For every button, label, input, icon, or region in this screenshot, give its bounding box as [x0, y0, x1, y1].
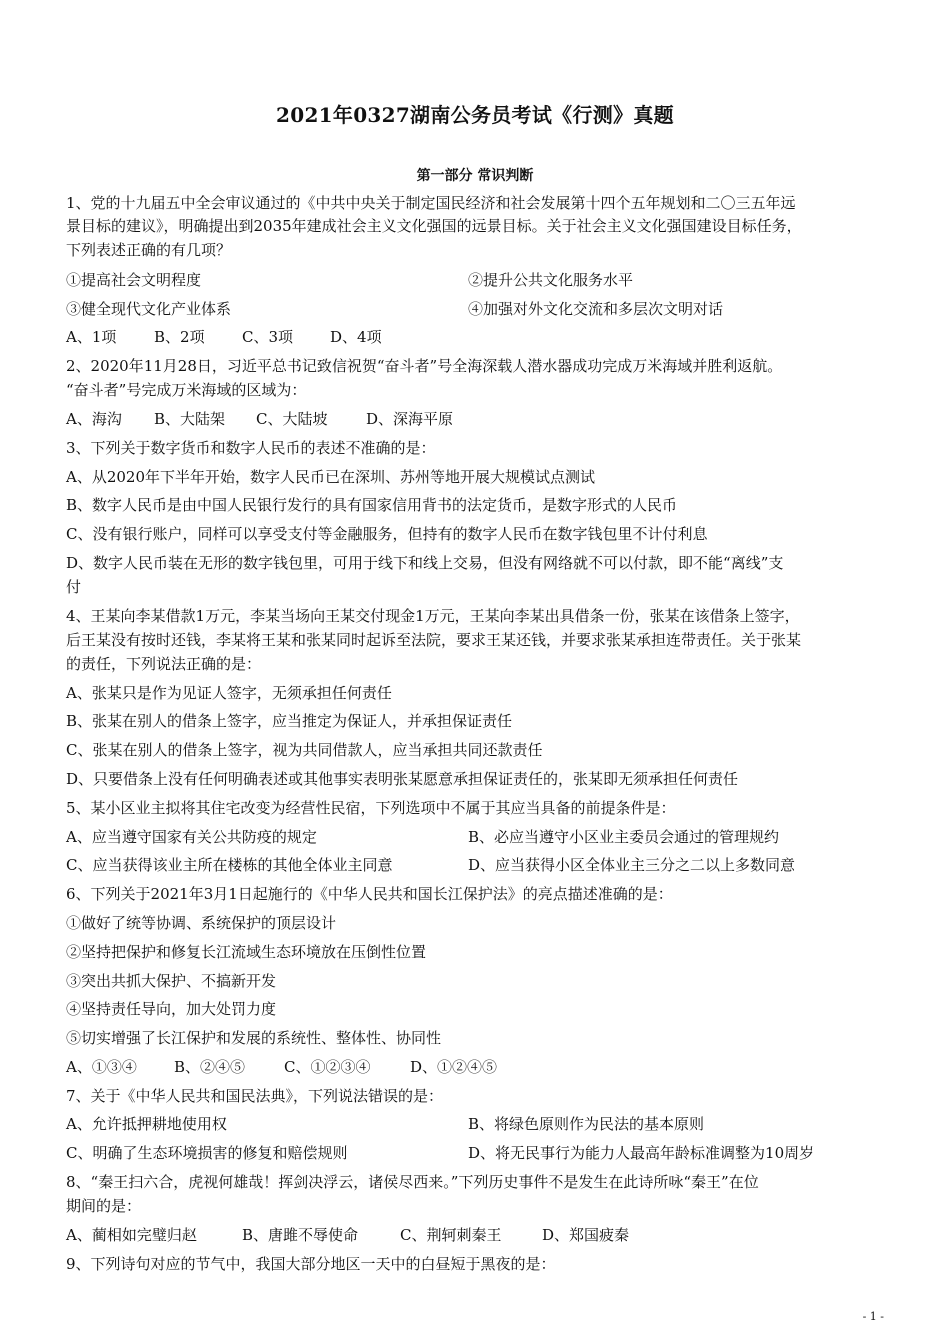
- q6-item: ⑤切实增强了长江保护和发展的系统性、整体性、协同性: [66, 1029, 442, 1047]
- q3-option-c: C、没有银行账户，同样可以享受支付等金融服务，但持有的数字人民币在数字钱包里不计付利息: [66, 525, 708, 543]
- q7-stem-line: 7、关于《中华人民共和国民法典》，下列说法错误的是：: [66, 1087, 444, 1105]
- q6-item: ①做好了统等协调、系统保护的顶层设计: [66, 914, 337, 932]
- q6-options: [66, 1057, 497, 1077]
- q3-option-d: D、数字人民币装在无形的数字钱包里，可用于线下和线上交易，但没有网络就不可以付款，即不能“离线”支: [66, 554, 784, 572]
- q4-stem-line: 的责任，下列说法正确的是：: [66, 655, 262, 673]
- q8-options: [66, 1225, 629, 1245]
- q1-options: [66, 327, 382, 347]
- q8-stem-line: 期间的是：: [66, 1197, 142, 1215]
- q1-stem-line: 下列表述正确的有几项？: [66, 241, 232, 259]
- q3-stem-line: 3、下列关于数字货币和数字人民币的表述不准确的是：: [66, 439, 436, 457]
- q8-stem-line: 8、“秦王扫六合，虎视何雄哉！挥剑决浮云，诸侯尽西来。”下列历史事件不是发生在此诗所咏“秦王”在位: [66, 1173, 759, 1191]
- q3-option-d-cont: 付: [66, 578, 82, 596]
- q7-option-c: C、明确了生态环境损害的修复和赔偿规则: [66, 1144, 348, 1162]
- q4-option-c: C、张某在别人的借条上签字，视为共同借款人，应当承担共同还款责任: [66, 741, 543, 759]
- q2-option-a: A、海沟: [66, 410, 122, 428]
- q5-stem-line: 5、某小区业主拟将其住宅改变为经营性民宿，下列选项中不属于其应当具备的前提条件是：: [66, 799, 676, 817]
- q1-option-c: C、3项: [242, 328, 294, 346]
- q1-item: ④加强对外文化交流和多层次文明对话: [468, 300, 724, 318]
- q4-option-a: A、张某只是作为见证人签字，无须承担任何责任: [66, 684, 392, 702]
- q2-option-c: C、大陆坡: [256, 410, 328, 428]
- q1-option-a: A、1项: [66, 328, 117, 346]
- q3-option-b: B、数字人民币是由中国人民银行发行的具有国家信用背书的法定货币，是数字形式的人民币: [66, 496, 678, 514]
- q1-item: ②提升公共文化服务水平: [468, 271, 634, 289]
- q6-item: ②坚持把保护和修复长江流域生态环境放在压倒性位置: [66, 943, 427, 961]
- q5-option-c: C、应当获得该业主所在楼栋的其他全体业主同意: [66, 856, 393, 874]
- q6-item: ④坚持责任导向，加大处罚力度: [66, 1000, 277, 1018]
- q5-option-d: D、应当获得小区全体业主三分之二以上多数同意: [468, 856, 796, 874]
- q6-item: ③突出共抓大保护、不搞新开发: [66, 972, 277, 990]
- q4-option-d: D、只要借条上没有任何明确表述或其他事实表明张某愿意承担保证责任的，张某即无须承担任何责任: [66, 770, 739, 788]
- q6-stem-line: 6、下列关于2021年3月1日起施行的《中华人民共和国长江保护法》的亮点描述准确的是：: [66, 885, 673, 903]
- q4-stem-line: 4、王某向李某借款1万元，李某当场向王某交付现金1万元，王某向李某出具借条一份，张某在该借条上签字，: [66, 607, 800, 625]
- q2-option-b: B、大陆架: [154, 410, 226, 428]
- q8-option-a: A、蔺相如完璧归赵: [66, 1226, 197, 1244]
- q7-option-a: A、允许抵押耕地使用权: [66, 1115, 227, 1133]
- page-number: - 1 -: [862, 1310, 884, 1323]
- q2-stem-line: “奋斗者”号完成万米海域的区域为：: [66, 381, 307, 399]
- q2-option-d: D、深海平原: [366, 410, 454, 428]
- q6-option-c: C、①②③④: [284, 1058, 371, 1076]
- q1-option-b: B、2项: [154, 328, 205, 346]
- q6-option-b: B、②④⑤: [174, 1058, 246, 1076]
- q5-option-a: A、应当遵守国家有关公共防疫的规定: [66, 828, 317, 846]
- q1-item: ③健全现代文化产业体系: [66, 300, 232, 318]
- q1-stem-line: 1、党的十九届五中全会审议通过的《中共中央关于制定国民经济和社会发展第十四个五年规划和二〇三五年远: [66, 194, 796, 212]
- q6-option-a: A、①③④: [66, 1058, 137, 1076]
- q8-option-c: C、荆轲刺秦王: [400, 1226, 502, 1244]
- q4-stem-line: 后王某没有按时还钱，李某将王某和张某同时起诉至法院，要求王某还钱，并要求张某承担连带责任。关于张某: [66, 631, 802, 649]
- q4-option-b: B、张某在别人的借条上签字，应当推定为保证人，并承担保证责任: [66, 712, 513, 730]
- q8-option-b: B、唐雎不辱使命: [242, 1226, 359, 1244]
- q3-option-a: A、从2020年下半年开始，数字人民币已在深圳、苏州等地开展大规模试点测试: [66, 468, 596, 486]
- q1-option-d: D、4项: [330, 328, 382, 346]
- q7-option-b: B、将绿色原则作为民法的基本原则: [468, 1115, 705, 1133]
- q6-option-d: D、①②④⑤: [410, 1058, 498, 1076]
- q1-stem-line: 景目标的建议》，明确提出到2035年建成社会主义文化强国的远景目标。关于社会主义文化强国建设目标任务，: [66, 217, 802, 235]
- page-title: 2021年0327湖南公务员考试《行测》真题: [276, 103, 674, 127]
- q2-stem-line: 2、2020年11月28日，习近平总书记致信祝贺“奋斗者”号全海深载人潜水器成功完成万米海域并胜利返航。: [66, 357, 783, 375]
- q2-options: [66, 409, 453, 429]
- q5-option-b: B、必应当遵守小区业主委员会通过的管理规约: [468, 828, 780, 846]
- q9-stem-line: 9、下列诗句对应的节气中，我国大部分地区一天中的白昼短于黑夜的是：: [66, 1255, 556, 1273]
- section-heading: 第一部分 常识判断: [416, 168, 534, 184]
- q1-item: ①提高社会文明程度: [66, 271, 202, 289]
- q7-option-d: D、将无民事行为能力人最高年龄标准调整为10周岁: [468, 1144, 815, 1162]
- q8-option-d: D、郑国疲秦: [542, 1226, 630, 1244]
